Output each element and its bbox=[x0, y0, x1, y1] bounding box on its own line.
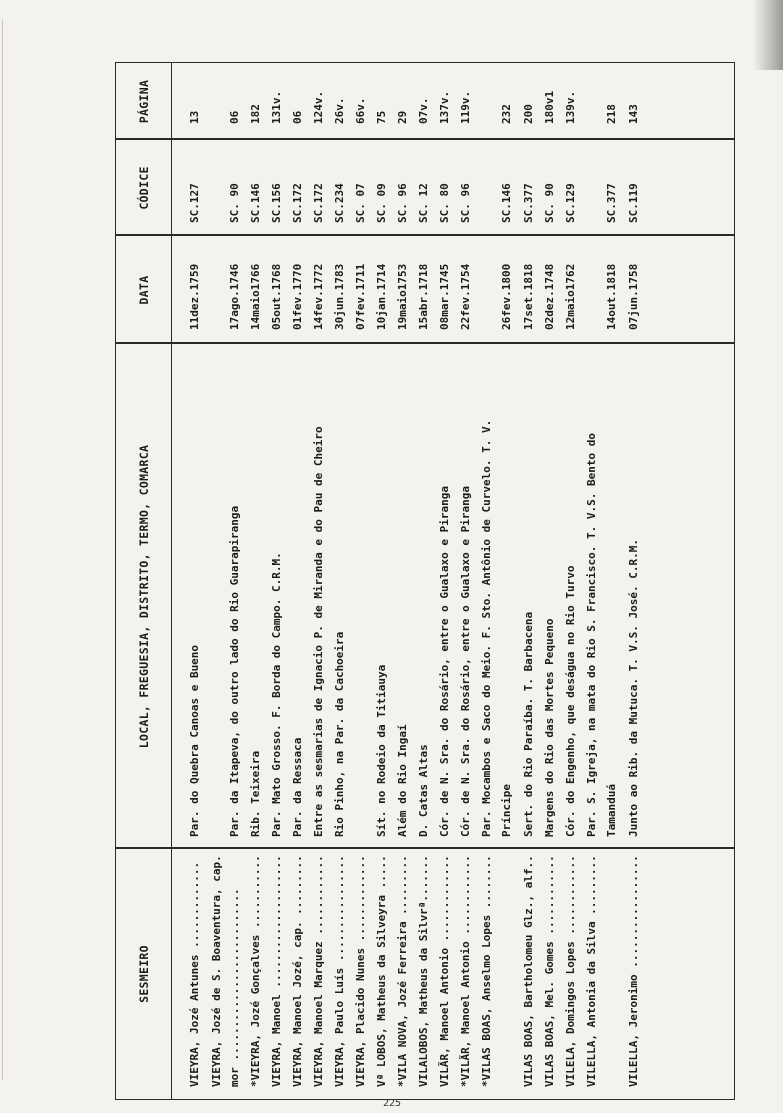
data-cell: 19maio1753 bbox=[396, 263, 409, 330]
local-cell: Par. da Ressaca bbox=[291, 737, 304, 837]
codice-cell: SC.129 bbox=[564, 183, 577, 223]
codice-cell: SC.146 bbox=[500, 183, 513, 223]
codice-cell: SC. 90 bbox=[543, 183, 556, 223]
sesmeiro-cell: *VILA NOVA, Jozé Ferreira ......... bbox=[396, 855, 409, 1087]
codice-cell: SC. 07 bbox=[354, 183, 367, 223]
codice-cell: SC. 90 bbox=[228, 183, 241, 223]
codice-cell: SC.127 bbox=[188, 183, 201, 223]
header-codice: CÓDICE bbox=[136, 166, 151, 210]
sesmeiro-cell: VILÃR, Manoel Antonio ............. bbox=[438, 855, 451, 1087]
sesmeiro-cell: VILELLA, Jeronimo ................. bbox=[627, 855, 640, 1087]
sesmeiro-cell: VIEYRA, Placido Nunes ............. bbox=[354, 855, 367, 1087]
data-cell: 08mar.1745 bbox=[438, 263, 451, 330]
data-cell: 11dez.1759 bbox=[188, 263, 201, 330]
codice-cell: SC. 96 bbox=[459, 183, 472, 223]
sesmeiro-cell: *VIEYRA, Jozé Gonçalves ........... bbox=[249, 855, 262, 1087]
sesmeiro-cell: VIEYRA, Manoel Marquez ............ bbox=[312, 855, 325, 1087]
sesmeiro-cell: VILELA, Domingos Lopes ............ bbox=[564, 855, 577, 1087]
local-cell: Cór. do Engenho, que deságua no Rio Turvo bbox=[564, 565, 577, 837]
local-cell: Par. S. Igreja, na mata do Rio S. Francisco. T. V.S. Bento do bbox=[585, 433, 598, 837]
data-cell: 07fev.1711 bbox=[354, 263, 367, 330]
pagina-cell: 29 bbox=[396, 110, 409, 124]
codice-cell: SC.146 bbox=[249, 183, 262, 223]
local-cell: Par. Mocambos e Saco do Meio. F. Sto. Antônio de Curvelo. T. V. bbox=[480, 419, 493, 837]
data-cell: 07jun.1758 bbox=[627, 263, 640, 330]
data-cell: 14maio1766 bbox=[249, 263, 262, 330]
sesmeiro-cell: VIEYRA, Jozé Antunes ............. bbox=[188, 861, 201, 1087]
table-header bbox=[116, 63, 172, 1099]
sesmeiro-cell: *VILAS BOAS, Anselmo Lopes ........ bbox=[480, 855, 493, 1087]
codice-cell: SC.119 bbox=[627, 183, 640, 223]
local-cell: Par. Mato Grosso. F. Borda do Campo. C.R.M. bbox=[270, 552, 283, 837]
sesmeiro-cell: VIEYRA, Paulo Luís ................ bbox=[333, 855, 346, 1087]
local-cell: Cór. de N. Sra. do Rosário, entre o Gualaxo e Piranga bbox=[438, 486, 451, 837]
codice-cell: SC.172 bbox=[291, 183, 304, 223]
data-cell: 14fev.1772 bbox=[312, 263, 325, 330]
local-cell: Tamanduá bbox=[605, 784, 618, 837]
header-pagina: PÁGINA bbox=[136, 79, 151, 124]
data-cell: 15abr.1718 bbox=[417, 263, 430, 330]
pagina-cell: 131v. bbox=[270, 90, 283, 124]
pagina-cell: 139v. bbox=[564, 90, 577, 124]
table-body bbox=[172, 63, 734, 1099]
sesmeiro-cell: VILAS BOAS, Mel. Gomes ............ bbox=[543, 855, 556, 1087]
pagina-cell: 124v. bbox=[312, 90, 325, 124]
pagina-cell: 137v. bbox=[438, 90, 451, 124]
data-cell: 14out.1818 bbox=[605, 263, 618, 330]
sesmeiro-cell: mor .......................... bbox=[228, 888, 241, 1087]
codice-cell: SC. 96 bbox=[396, 183, 409, 223]
data-cell: 22fev.1754 bbox=[459, 263, 472, 330]
pagina-cell: 143 bbox=[627, 104, 640, 124]
local-cell: Príncipe bbox=[500, 784, 513, 837]
sesmeiro-cell: Vª LOBOS, Matheus da Silveyra ..... bbox=[375, 855, 388, 1087]
data-cell: 26fev.1800 bbox=[500, 263, 513, 330]
header-data: DATA bbox=[136, 275, 151, 305]
local-cell: Sít. no Rodeio da Titiauya bbox=[375, 664, 388, 837]
sesmeiro-cell: VILAS BOAS, Bartholomeu Glz., alf.. bbox=[522, 855, 535, 1087]
local-cell: Rio Pinho, na Par. da Cachoeira bbox=[333, 631, 346, 837]
header-local: LOCAL, FREGUESIA, DISTRITO, TERMO, COMARCA bbox=[136, 444, 151, 749]
local-cell: Entre as sesmarias de Ignacio P. de Miranda e do Pau de Cheiro bbox=[312, 426, 325, 837]
pagina-cell: 13 bbox=[188, 110, 201, 124]
data-cell: 01fev.1770 bbox=[291, 263, 304, 330]
pagina-cell: 07v. bbox=[417, 97, 430, 124]
header-sesmeiro: SESMEIRO bbox=[136, 945, 151, 1003]
sesmeiro-cell: VIEYRA, Manoel Jozé, cap. ......... bbox=[291, 855, 304, 1087]
pagina-cell: 66v. bbox=[354, 97, 367, 124]
scan-edge-line bbox=[2, 20, 3, 1080]
pagina-cell: 180v1 bbox=[543, 90, 556, 124]
sesmeiro-cell: VIEYRA, Jozé de S. Boaventura, cap. bbox=[210, 855, 223, 1087]
pagina-cell: 06 bbox=[291, 110, 304, 124]
local-cell: Junto ao Rib. da Mutuca. T. V.S. José. C.R.M. bbox=[627, 538, 640, 837]
data-cell: 30jun.1783 bbox=[333, 263, 346, 330]
codice-cell: SC. 12 bbox=[417, 183, 430, 223]
sesmeiro-cell: VIEYRA, Manoel .................... bbox=[270, 855, 283, 1087]
data-cell: 02dez.1748 bbox=[543, 263, 556, 330]
local-cell: Sert. do Rio Paraíba. T. Barbacena bbox=[522, 611, 535, 837]
local-cell: Além do Rio Ingaí bbox=[396, 724, 409, 837]
local-cell: Par. do Quebra Canoas e Bueno bbox=[188, 644, 201, 837]
sesmeiro-cell: *VILÃR, Manoel Antonio ............ bbox=[459, 855, 472, 1087]
pagina-cell: 06 bbox=[228, 110, 241, 124]
data-cell: 10jan.1714 bbox=[375, 263, 388, 330]
pagina-cell: 218 bbox=[605, 104, 618, 124]
data-cell: 05out.1768 bbox=[270, 263, 283, 330]
scan-corner-shadow bbox=[753, 0, 783, 70]
pagina-cell: 119v. bbox=[459, 90, 472, 124]
codice-cell: SC.156 bbox=[270, 183, 283, 223]
codice-cell: SC.377 bbox=[605, 183, 618, 223]
pagina-cell: 182 bbox=[249, 104, 262, 124]
data-cell: 17set.1818 bbox=[522, 263, 535, 330]
page-number: 225 bbox=[383, 1098, 402, 1109]
codice-cell: SC. 80 bbox=[438, 183, 451, 223]
codice-cell: SC.172 bbox=[312, 183, 325, 223]
sesmeiro-cell: VILALOBOS, Matheus da Silvrª....... bbox=[417, 855, 430, 1087]
pagina-cell: 200 bbox=[522, 104, 535, 124]
pagina-cell: 26v. bbox=[333, 97, 346, 124]
codice-cell: SC.377 bbox=[522, 183, 535, 223]
codice-cell: SC.234 bbox=[333, 183, 346, 223]
sesmarias-table bbox=[115, 62, 735, 1100]
pagina-cell: 232 bbox=[500, 104, 513, 124]
local-cell: Cór. de N. Sra. do Rosário, entre o Gualaxo e Piranga bbox=[459, 486, 472, 837]
pagina-cell: 75 bbox=[375, 110, 388, 124]
local-cell: Margens do Rio das Mortes Pequeno bbox=[543, 618, 556, 837]
data-cell: 12maio1762 bbox=[564, 263, 577, 330]
data-cell: 17ago.1746 bbox=[228, 263, 241, 330]
sesmeiro-cell: VILELLA, Antonia da Silva ......... bbox=[585, 855, 598, 1087]
local-cell: Par. da Itapeva, do outro lado do Rio Guarapiranga bbox=[228, 505, 241, 837]
local-cell: Rib. Teixeira bbox=[249, 750, 262, 837]
local-cell: D. Catas Altas bbox=[417, 744, 430, 837]
codice-cell: SC. 09 bbox=[375, 183, 388, 223]
